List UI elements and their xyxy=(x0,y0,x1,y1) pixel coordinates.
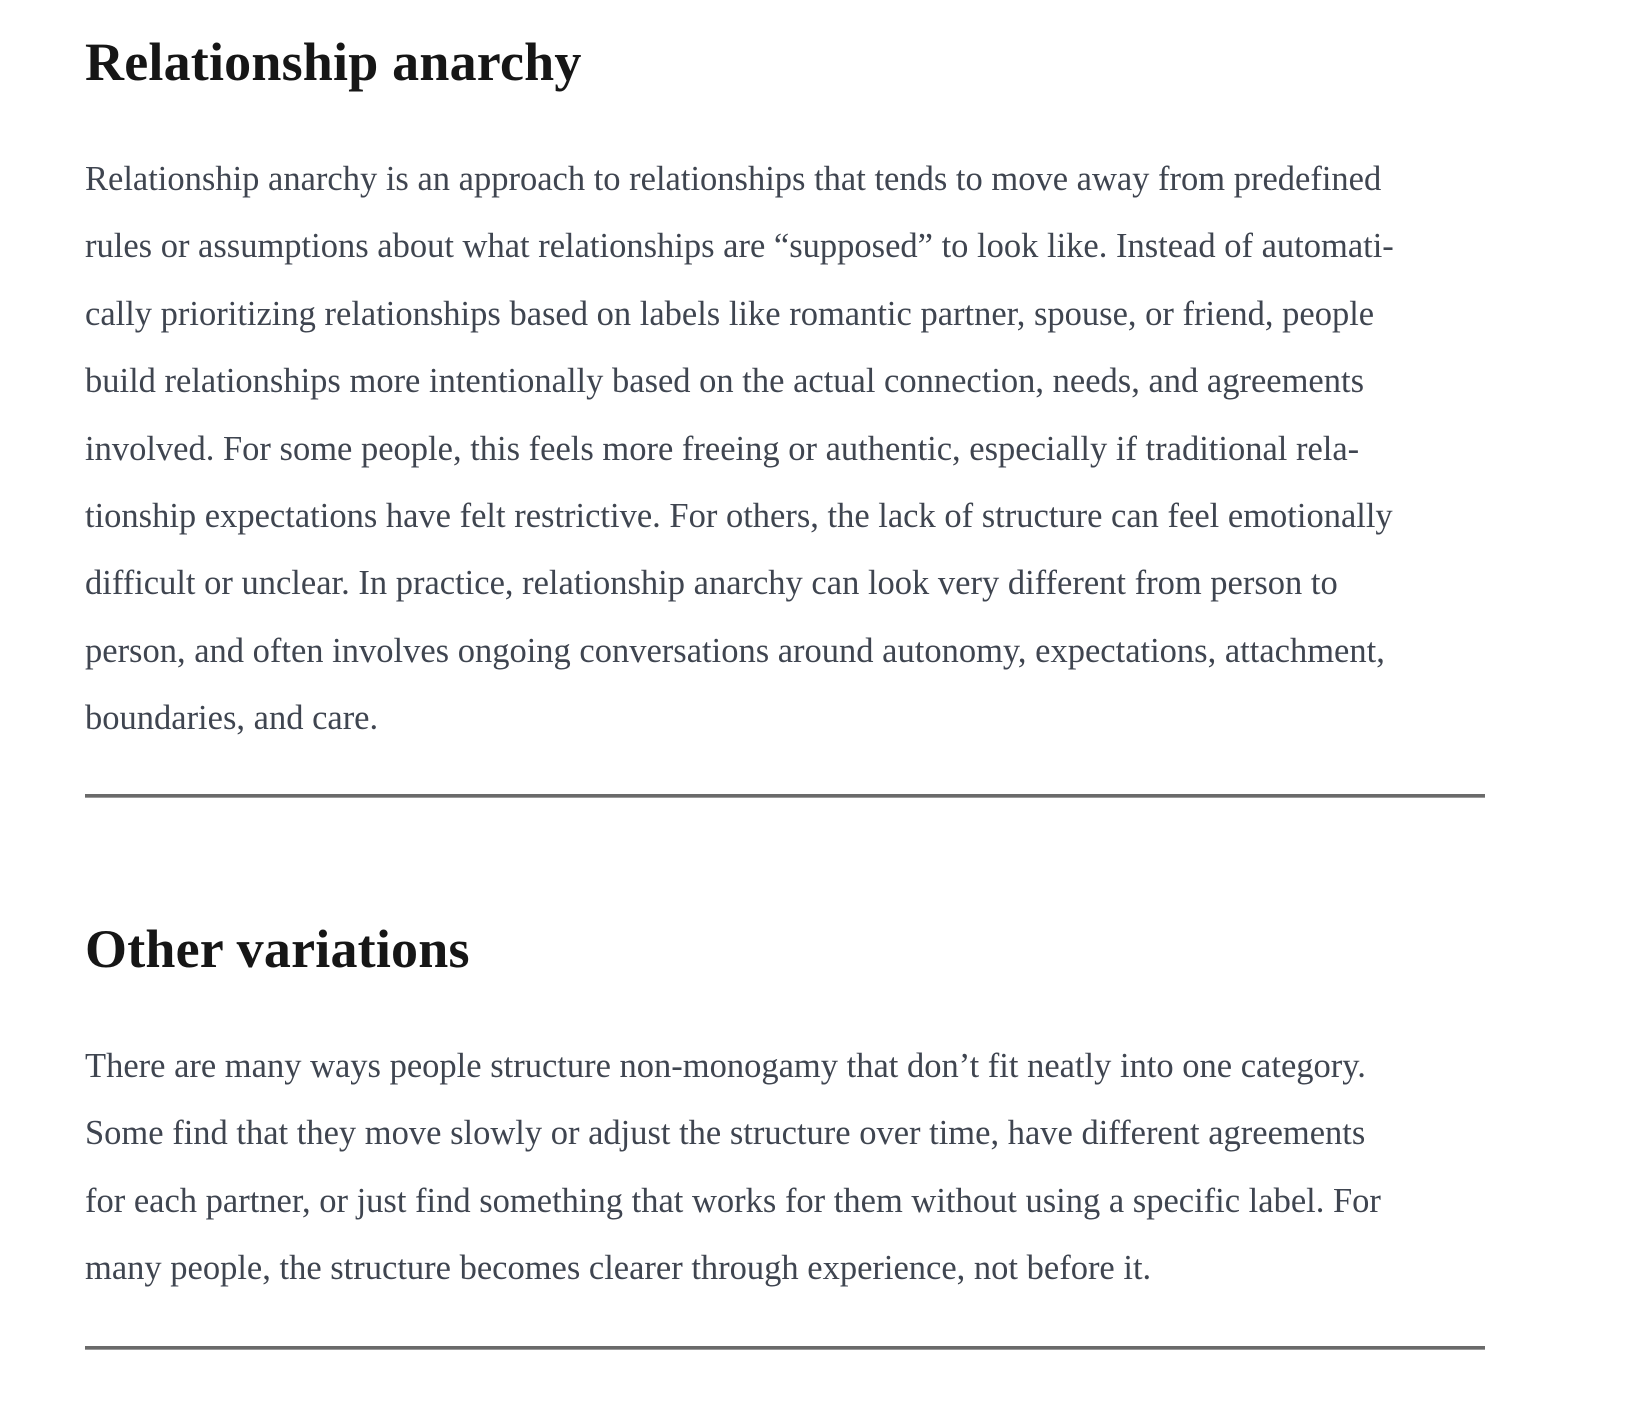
section-title-other-variations: Other variations xyxy=(85,919,470,979)
body-line: There are many ways people structure non-monogamy that don’t fit neatly into one category. xyxy=(85,1047,1366,1085)
body-line: Relationship anarchy is an approach to relationships that tends to move away from predefined xyxy=(85,160,1382,198)
body-line: person, and often involves ongoing conversations around autonomy, expectations, attachment, xyxy=(85,631,1385,670)
body-line: boundaries, and care. xyxy=(85,699,379,738)
section-body-other-variations xyxy=(85,1033,1485,1303)
body-line: many people, the structure becomes clearer through experience, not before it. xyxy=(85,1249,1152,1288)
body-line: build relationships more intentionally based on the actual connection, needs, and agreements xyxy=(85,362,1364,401)
body-line: tionship expectations have felt restrictive. For others, the lack of structure can feel emotionally xyxy=(85,497,1393,536)
body-line: difficult or unclear. In practice, relationship anarchy can look very different from person to xyxy=(85,564,1338,603)
body-line: involved. For some people, this feels more freeing or authentic, especially if traditional rela- xyxy=(85,429,1360,468)
body-line: for each partner, or just find something that works for them without using a specific label. For xyxy=(85,1181,1381,1220)
section-body-relationship-anarchy xyxy=(85,146,1485,753)
body-line: rules or assumptions about what relationships are “supposed” to look like. Instead of automati- xyxy=(85,227,1394,266)
body-line: Some find that they move slowly or adjust the structure over time, have different agreements xyxy=(85,1114,1366,1153)
section-divider xyxy=(85,794,1485,798)
body-line: cally prioritizing relationships based on labels like romantic partner, spouse, or friend, people xyxy=(85,294,1375,333)
section-divider xyxy=(85,1346,1485,1350)
section-title-relationship-anarchy: Relationship anarchy xyxy=(85,32,582,92)
